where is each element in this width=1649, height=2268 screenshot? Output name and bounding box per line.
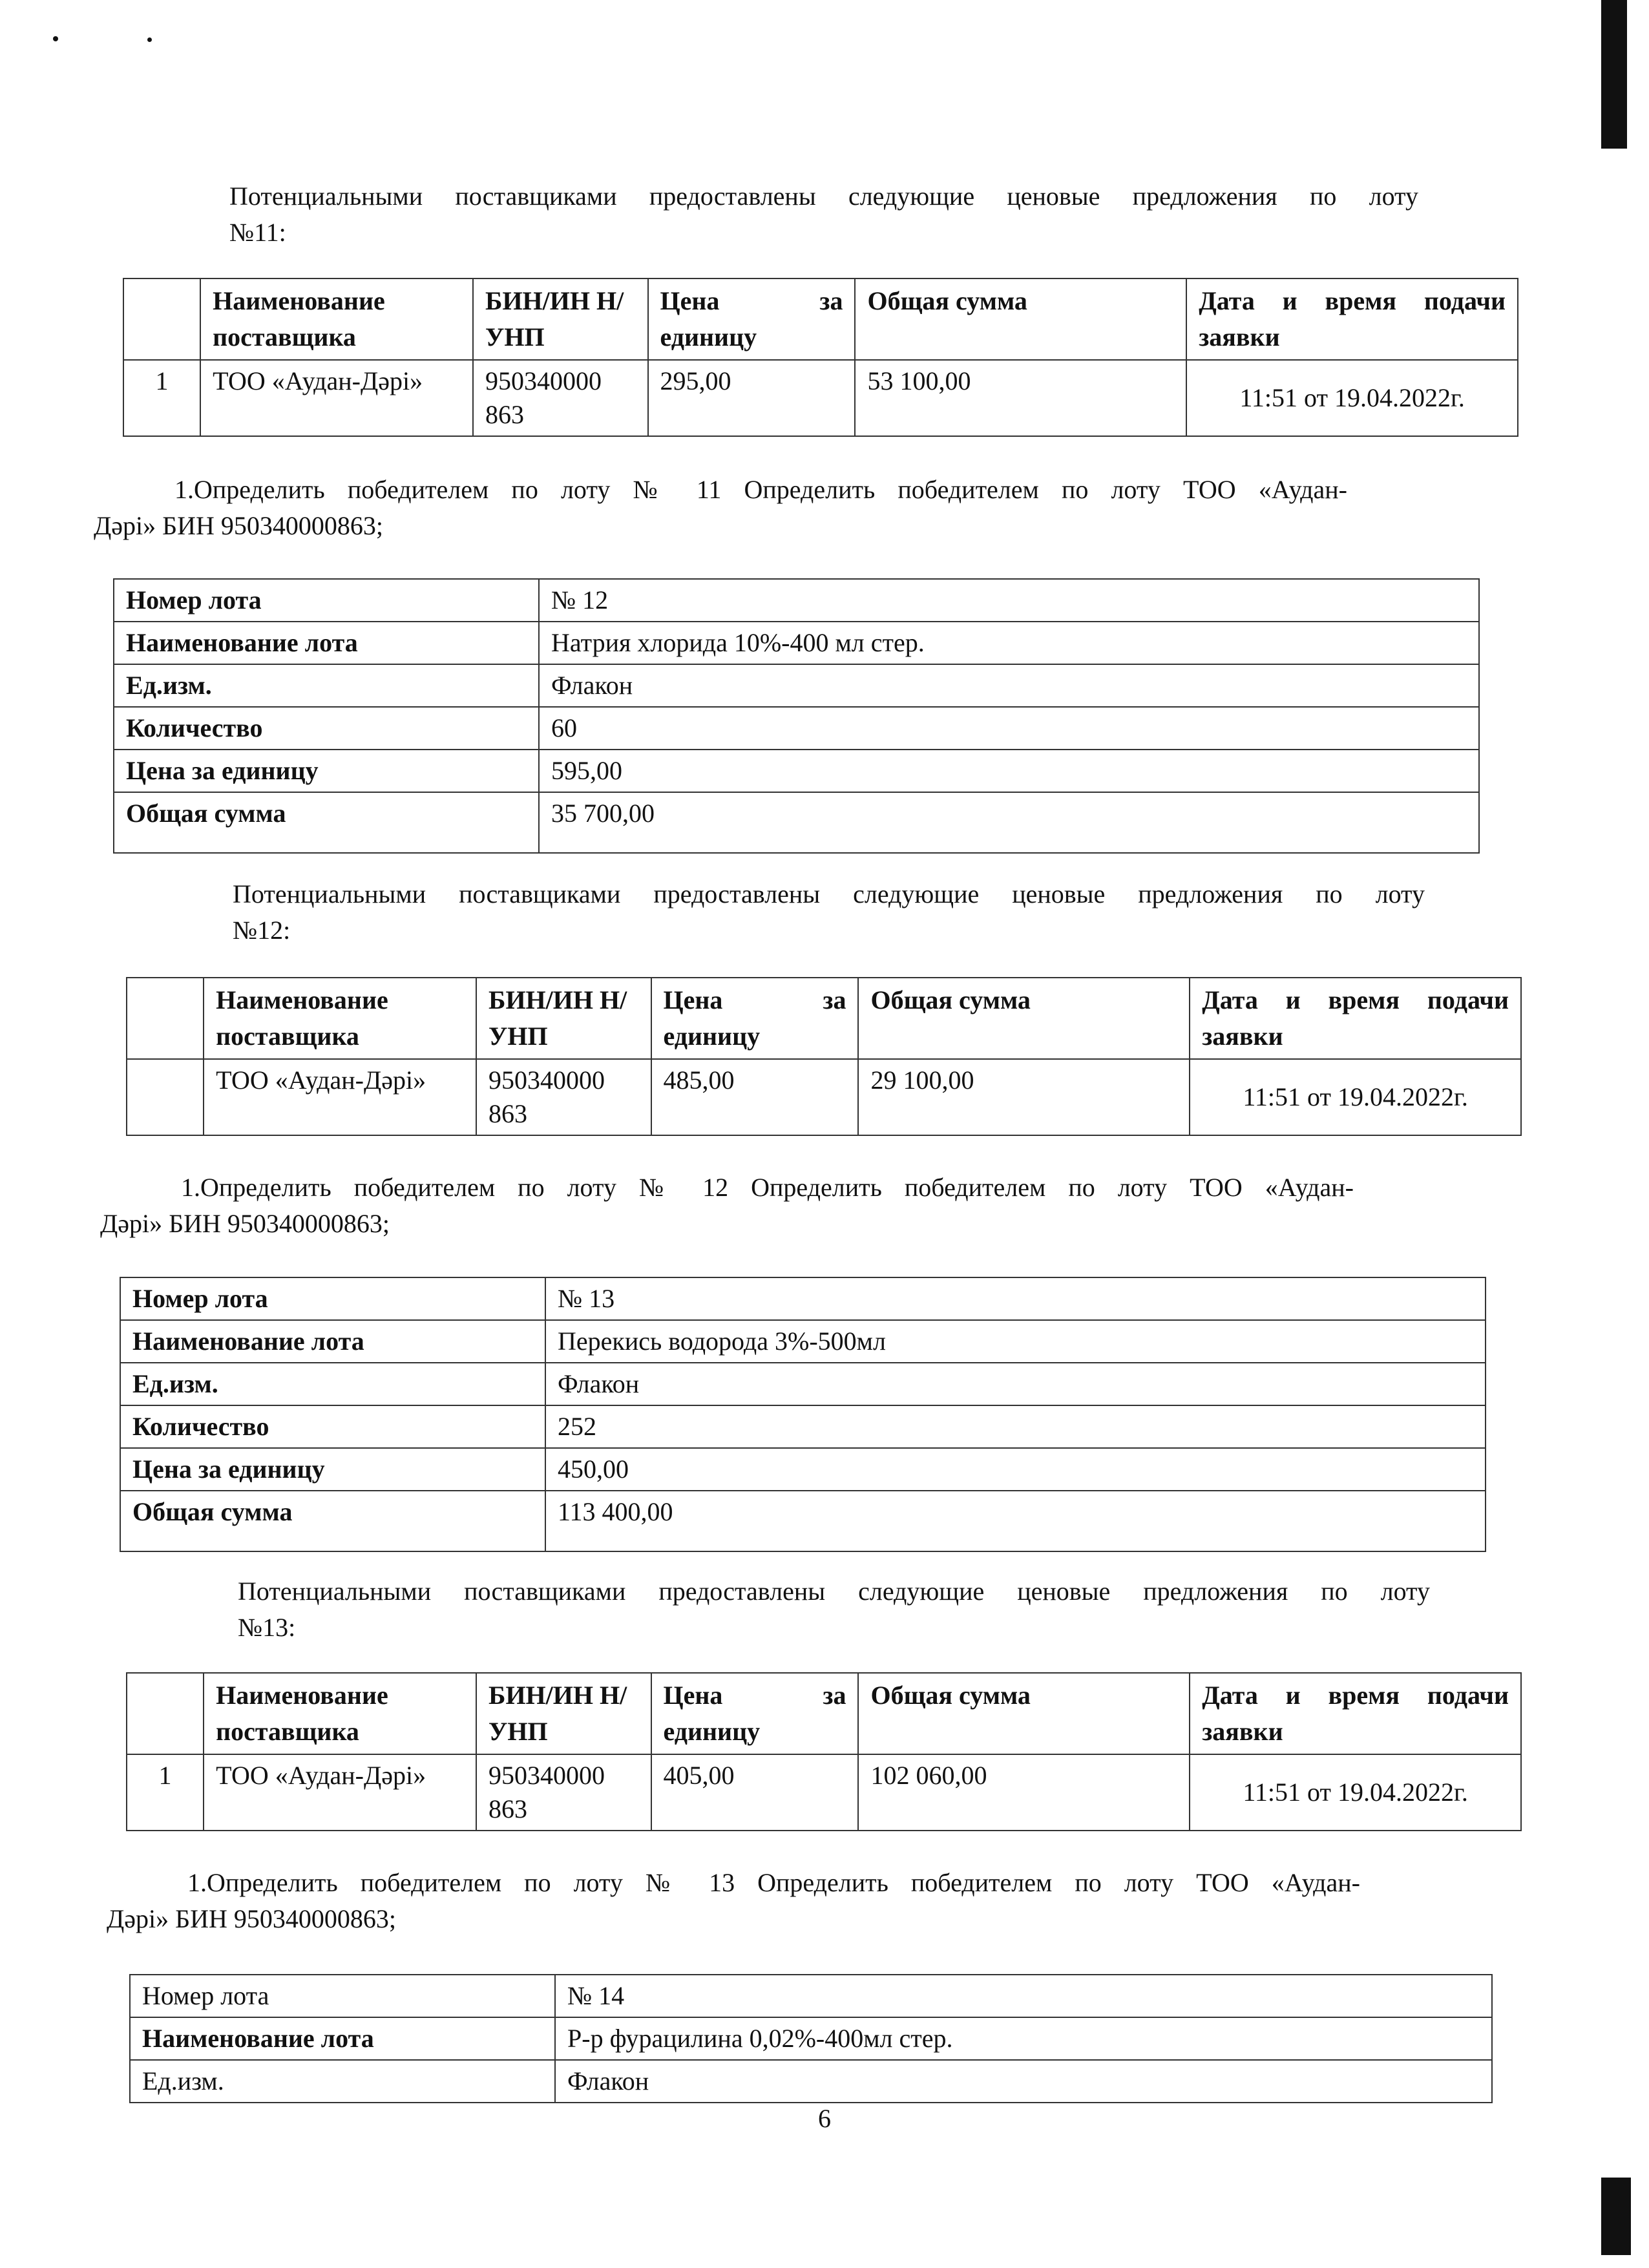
unit-price: 485,00 xyxy=(651,1059,859,1135)
lot-label: Номер лота xyxy=(130,1975,555,2017)
lot-value: Натрия хлорида 10%-400 мл стер. xyxy=(539,622,1479,664)
supplier-name: ТОО «Аудан-Дәрі» xyxy=(204,1059,476,1135)
header-date: Дата и время подачи заявки xyxy=(1190,1673,1521,1754)
lot-label: Наименование лота xyxy=(130,2017,555,2060)
header-total: Общая сумма xyxy=(858,1673,1190,1754)
offers-table-lot11 xyxy=(123,278,1518,437)
submission-date: 11:51 от 19.04.2022г. xyxy=(1186,360,1518,436)
lot-value: Р-р фурацилина 0,02%-400мл стер. xyxy=(555,2017,1492,2060)
lot-value: № 14 xyxy=(555,1975,1492,2017)
lot-value: Перекись водорода 3%-500мл xyxy=(545,1320,1486,1363)
lot-label: Наименование лота xyxy=(120,1320,545,1363)
lot-label: Общая сумма xyxy=(114,792,539,853)
header-supplier: Наименование поставщика xyxy=(200,278,473,360)
lot-value: № 12 xyxy=(539,579,1479,622)
lot-label: Количество xyxy=(114,707,539,750)
lot-row xyxy=(114,792,1479,853)
lot-row xyxy=(114,707,1479,750)
lot-label: Цена за единицу xyxy=(120,1448,545,1491)
offers-table-lot13 xyxy=(126,1672,1522,1831)
lot-row xyxy=(120,1320,1486,1363)
lot-row xyxy=(130,1975,1492,2017)
lot-row xyxy=(130,2060,1492,2103)
header-date: Дата и время подачи заявки xyxy=(1186,278,1518,360)
page-number: 6 xyxy=(818,2104,831,2133)
decision-lot11: 1.Определить победителем по лоту № 11 Определить победителем по лоту ТОО «Аудан- Дәрі» БИН 950340000863; xyxy=(94,475,1347,540)
lot-value: 60 xyxy=(539,707,1479,750)
unit-price: 405,00 xyxy=(651,1754,859,1831)
total-sum: 102 060,00 xyxy=(858,1754,1190,1831)
lot-label: Общая сумма xyxy=(120,1491,545,1551)
row-number: 1 xyxy=(127,1754,204,1831)
lot-row xyxy=(114,579,1479,622)
lot-value: 35 700,00 xyxy=(539,792,1479,853)
supplier-bin: 950340000 863 xyxy=(473,360,648,436)
lot-label: Цена за единицу xyxy=(114,750,539,792)
submission-date: 11:51 от 19.04.2022г. xyxy=(1190,1059,1521,1135)
row-number: 1 xyxy=(123,360,200,436)
supplier-bin: 950340000 863 xyxy=(476,1754,651,1831)
total-sum: 29 100,00 xyxy=(858,1059,1190,1135)
offers-table-lot12 xyxy=(126,977,1522,1136)
lot-label: Ед.изм. xyxy=(120,1363,545,1405)
table-row xyxy=(127,1754,1521,1831)
table-row xyxy=(123,360,1518,436)
unit-price: 295,00 xyxy=(648,360,856,436)
lot-table-14 xyxy=(129,1974,1493,2103)
lot-table-12 xyxy=(113,578,1480,854)
lot-value: Флакон xyxy=(555,2060,1492,2103)
decision-lot13: 1.Определить победителем по лоту № 13 Определить победителем по лоту ТОО «Аудан- Дәрі» БИН 950340000863; xyxy=(107,1868,1360,1933)
scan-speck xyxy=(53,36,58,41)
offers-header-row xyxy=(127,978,1521,1059)
header-supplier: Наименование поставщика xyxy=(204,978,476,1059)
supplier-bin: 950340000 863 xyxy=(476,1059,651,1135)
lot-table-13 xyxy=(120,1277,1486,1552)
lot-value: № 13 xyxy=(545,1277,1486,1320)
header-supplier: Наименование поставщика xyxy=(204,1673,476,1754)
lot-row xyxy=(114,622,1479,664)
decision-lot12: 1.Определить победителем по лоту № 12 Определить победителем по лоту ТОО «Аудан- Дәрі» БИН 950340000863; xyxy=(100,1173,1354,1238)
lot-value: 595,00 xyxy=(539,750,1479,792)
header-bin: БИН/ИН Н/УНП xyxy=(476,1673,651,1754)
lot-row xyxy=(120,1491,1486,1551)
scan-edge-mark-top xyxy=(1601,0,1627,149)
lot-value: 450,00 xyxy=(545,1448,1486,1491)
offers-intro-lot13: Потенциальными поставщиками предоставлены следующие ценовые предложения по лоту №13: xyxy=(238,1577,1430,1642)
table-row xyxy=(127,1059,1521,1135)
offers-header-row xyxy=(127,1673,1521,1754)
header-date: Дата и время подачи заявки xyxy=(1190,978,1521,1059)
header-price: Цена за единицу xyxy=(651,978,859,1059)
submission-date: 11:51 от 19.04.2022г. xyxy=(1190,1754,1521,1831)
lot-value: Флакон xyxy=(539,664,1479,707)
lot-row xyxy=(114,664,1479,707)
lot-row xyxy=(114,750,1479,792)
offers-header-row xyxy=(123,278,1518,360)
lot-value: Флакон xyxy=(545,1363,1486,1405)
lot-label: Ед.изм. xyxy=(114,664,539,707)
lot-row xyxy=(120,1277,1486,1320)
header-price: Цена за единицу xyxy=(648,278,856,360)
lot-label: Номер лота xyxy=(120,1277,545,1320)
lot-label: Номер лота xyxy=(114,579,539,622)
header-price: Цена за единицу xyxy=(651,1673,859,1754)
lot-label: Наименование лота xyxy=(114,622,539,664)
lot-value: 113 400,00 xyxy=(545,1491,1486,1551)
lot-label: Ед.изм. xyxy=(130,2060,555,2103)
offers-intro-lot11: Потенциальными поставщиками предоставлены следующие ценовые предложения по лоту №11: xyxy=(229,182,1418,247)
lot-row xyxy=(120,1448,1486,1491)
header-total: Общая сумма xyxy=(858,978,1190,1059)
scan-speck xyxy=(147,37,152,42)
lot-value: 252 xyxy=(545,1405,1486,1448)
header-total: Общая сумма xyxy=(855,278,1186,360)
header-bin: БИН/ИН Н/УНП xyxy=(476,978,651,1059)
lot-label: Количество xyxy=(120,1405,545,1448)
offers-intro-lot12: Потенциальными поставщиками предоставлены следующие ценовые предложения по лоту №12: xyxy=(233,879,1425,945)
header-bin: БИН/ИН Н/УНП xyxy=(473,278,648,360)
supplier-name: ТОО «Аудан-Дәрі» xyxy=(200,360,473,436)
lot-row xyxy=(120,1363,1486,1405)
lot-row xyxy=(120,1405,1486,1448)
supplier-name: ТОО «Аудан-Дәрі» xyxy=(204,1754,476,1831)
row-number xyxy=(127,1059,204,1135)
total-sum: 53 100,00 xyxy=(855,360,1186,436)
lot-row xyxy=(130,2017,1492,2060)
scan-edge-mark-bottom xyxy=(1601,2178,1631,2255)
